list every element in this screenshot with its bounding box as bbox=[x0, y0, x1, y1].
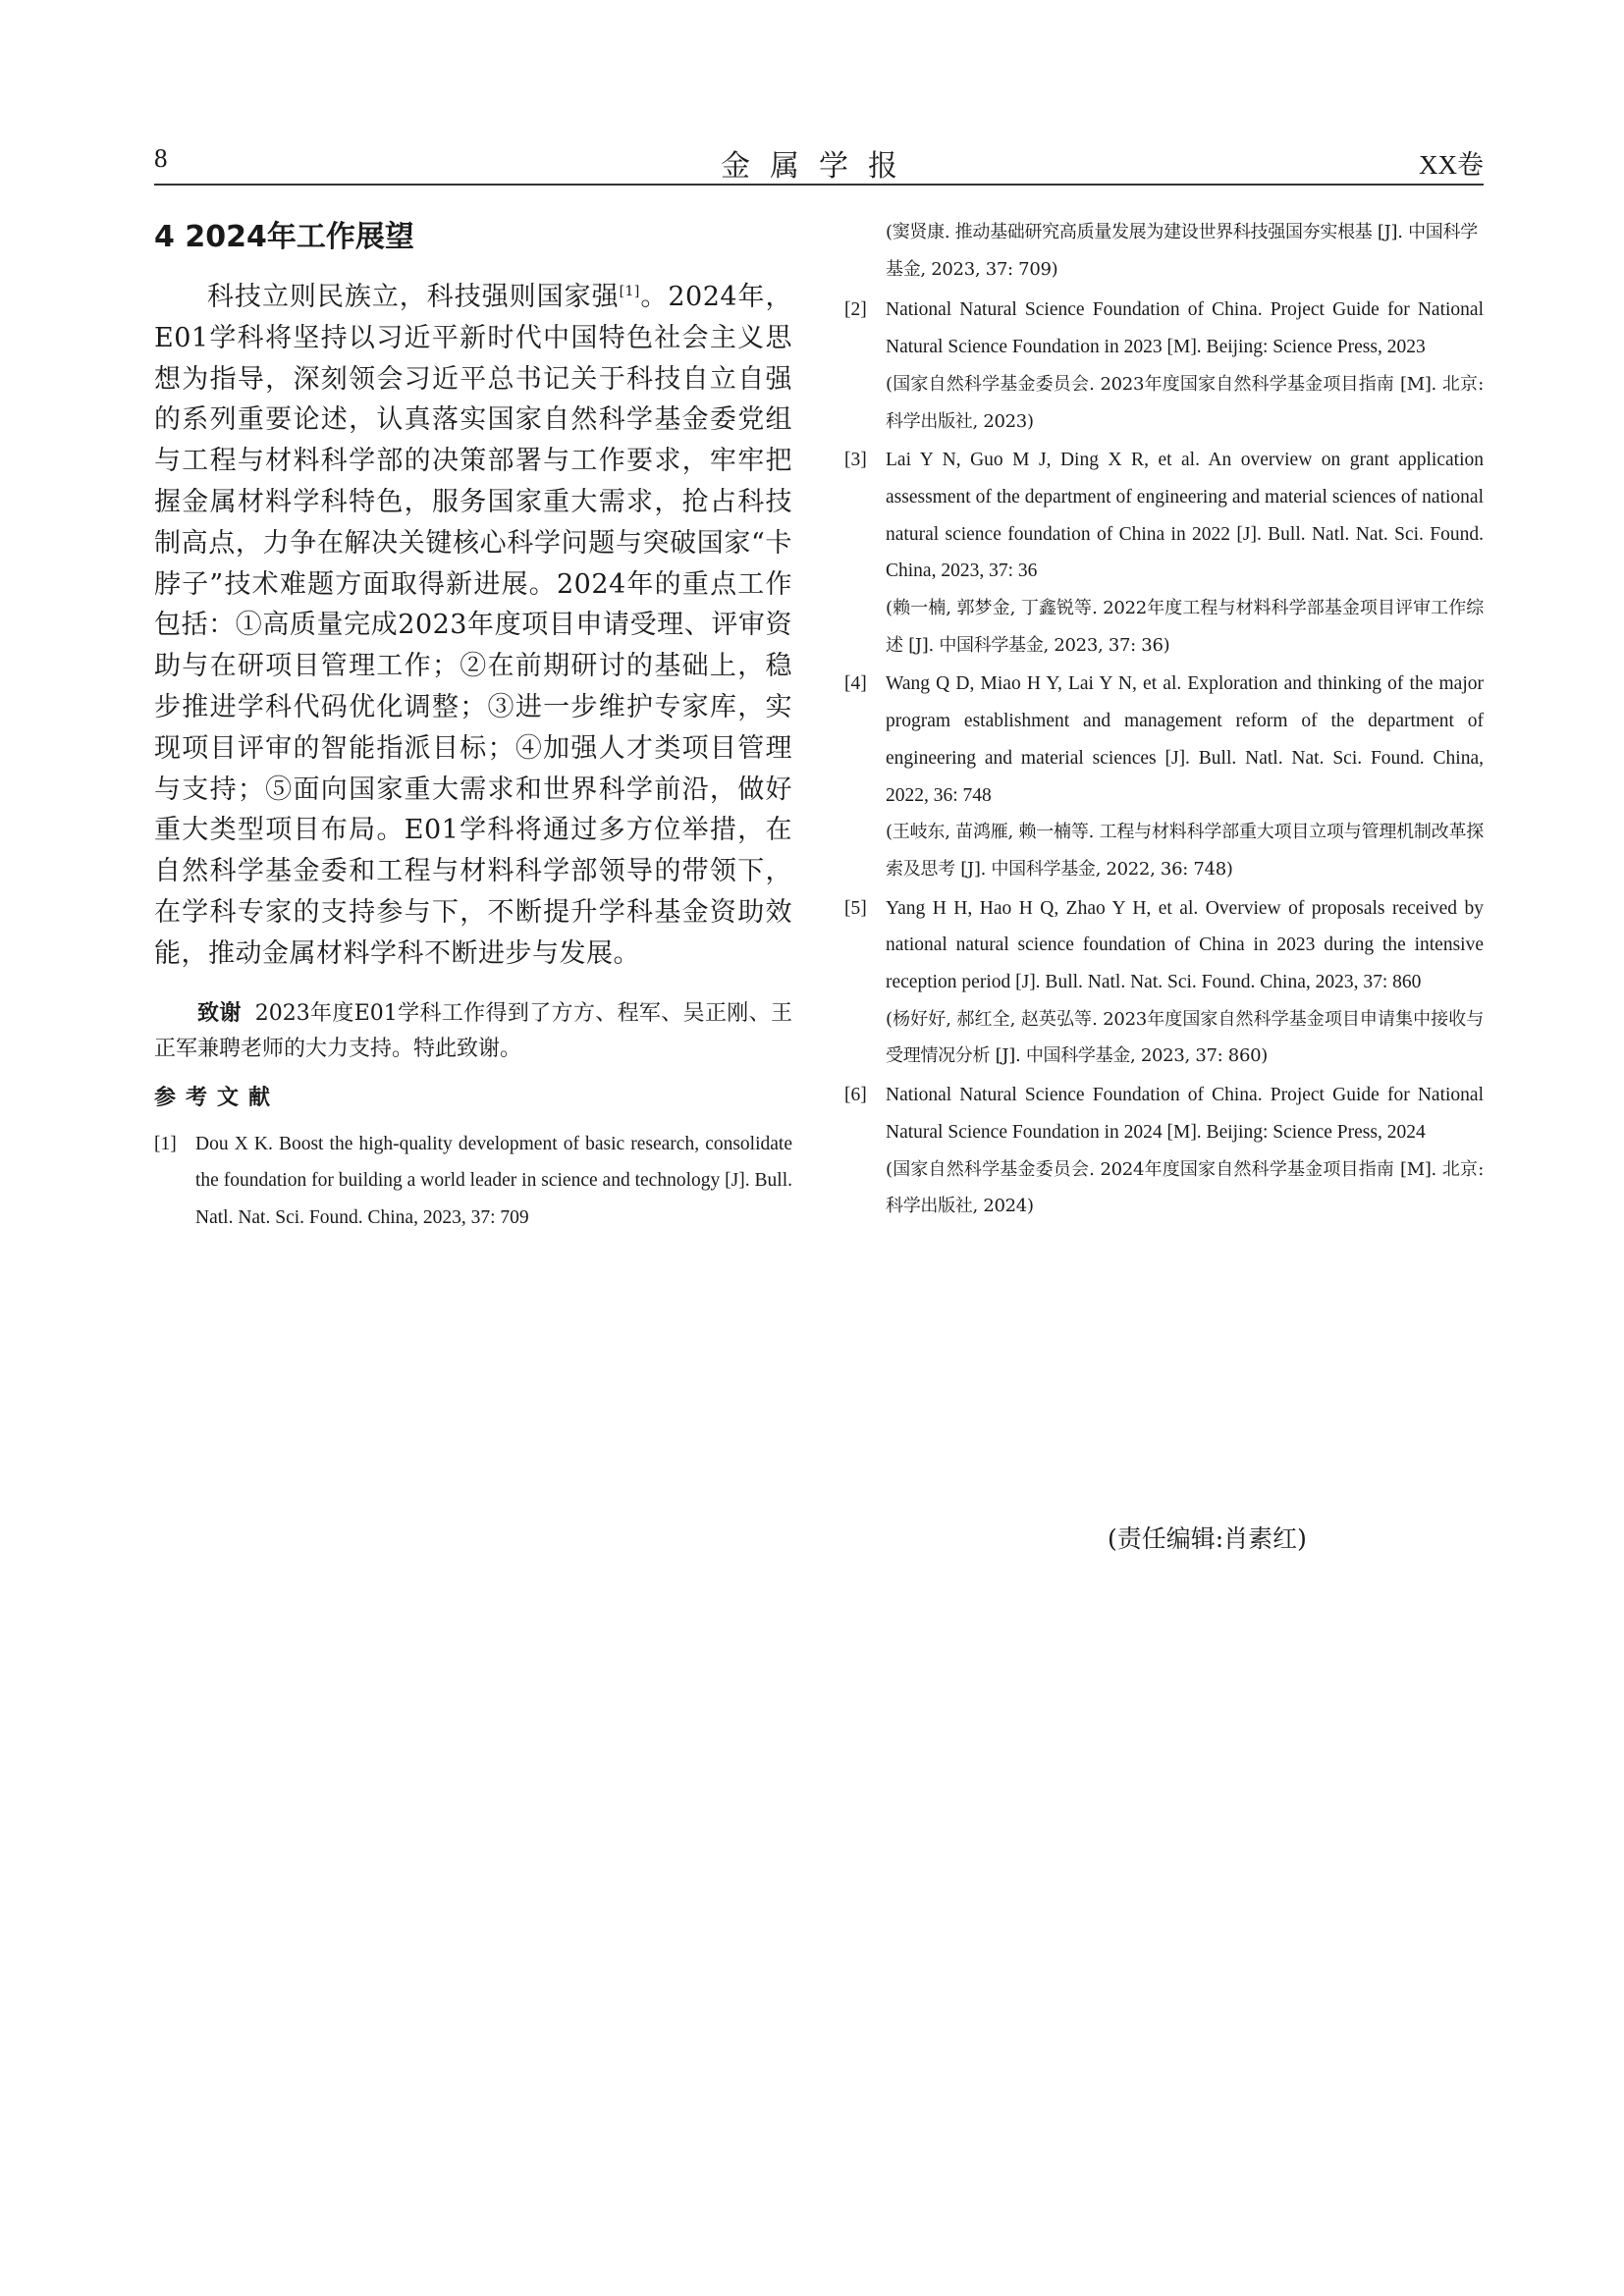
reference-item bbox=[844, 890, 1484, 1076]
acknowledgement-text: 2023年度E01学科工作得到了方方、程军、吴正刚、王正军兼聘老师的大力支持。特此致谢。 bbox=[154, 1000, 792, 1061]
reference-en: National Natural Science Foundation of China. Project Guide for National Natural Science Foundation in 2024 [M]. Beijing: Science Press, 2024 bbox=[886, 1085, 1484, 1143]
reference-number: [3] bbox=[844, 450, 867, 471]
reference-number: [2] bbox=[844, 299, 867, 321]
reference-list-left bbox=[154, 1126, 792, 1237]
reference-en: Lai Y N, Guo M J, Ding X R, et al. An overview on grant application assessment of the department of engineering and material sciences of national natural science foundation of China in 2022 [J]. Bull. Natl. Nat. Sci. Found. China, 2023, 37: 36 bbox=[886, 450, 1484, 582]
section-title: 4 2024年工作展望 bbox=[154, 220, 414, 254]
reference-continuation: (窦贤康. 推动基础研究高质量发展为建设世界科技强国夯实根基 [J]. 中国科学基金, 2023, 37: 709) bbox=[886, 222, 1478, 280]
reference-cn: (国家自然科学基金委员会. 2024年度国家自然科学基金项目指南 [M]. 北京: 科学出版社, 2024) bbox=[886, 1158, 1484, 1217]
acknowledgement-label: 致谢 bbox=[197, 1000, 242, 1026]
reference-number: [1] bbox=[154, 1133, 177, 1154]
body-text-part1: 科技立则民族立，科技强则国家强 bbox=[207, 282, 620, 312]
reference-en: Dou X K. Boost the high-quality development of basic research, consolidate the foundation for building a world leader in science and technology [J]. Bull. Natl. Nat. Sci. Found. China, 2023, 37: 709 bbox=[195, 1133, 792, 1228]
reference-item bbox=[154, 1126, 792, 1237]
header-rule bbox=[154, 184, 1484, 186]
reference-cn: (王岐东, 苗鸿雁, 赖一楠等. 工程与材料科学部重大项目立项与管理机制改革探索及思考 [J]. 中国科学基金, 2022, 36: 748) bbox=[886, 822, 1484, 880]
page-header bbox=[154, 137, 1484, 184]
journal-title: 金属学报 bbox=[721, 149, 917, 184]
responsible-editor: (责任编辑:肖素红) bbox=[1108, 1524, 1307, 1553]
reference-list-right bbox=[844, 292, 1484, 1225]
reference-item bbox=[844, 666, 1484, 887]
citation-mark[interactable]: [1] bbox=[619, 284, 640, 299]
body-text-part2: 。2024年，E01学科将坚持以习近平新时代中国特色社会主义思想为指导，深刻领会习近平总书记关于科技自立自强的系列重要论述，认真落实国家自然科学基金委党组与工程与材料科学部的决策部署与工作要求，牢牢把握金属材料学科特色，服务国家重大需求，抢占科技制高点，力争在解决关键核心科学问题与突破国家“卡脖子”技术难题方面取得新进展。2024年的重点工作包括：①高质量完成2023年度项目申请受理、评审资助与在研项目管理工作；②在前期研讨的基础上，稳步推进学科代码优化调整；③进一步维护专家库，实现项目评审的智能指派目标；④加强人才类项目管理与支持；⑤面向国家重大需求和世界科学前沿，做好重大类型项目布局。E01学科将通过多方位举措，在自然科学基金委和工程与材料科学部领导的带领下，在学科专家的支持参与下，不断提升学科基金资助效能，推动金属材料学科不断进步与发展。 bbox=[154, 282, 793, 969]
reference-cn: (国家自然科学基金委员会. 2023年度国家自然科学基金项目指南 [M]. 北京: 科学出版社, 2023) bbox=[886, 373, 1484, 432]
reference-item bbox=[844, 1077, 1484, 1225]
reference-en: Yang H H, Hao H Q, Zhao Y H, et al. Overview of proposals received by national natural science foundation of China in 2023 during the intensive reception period [J]. Bull. Natl. Nat. Sci. Found. China, 2023, 37: 860 bbox=[886, 897, 1484, 993]
reference-number: [5] bbox=[844, 897, 867, 919]
reference-item bbox=[844, 292, 1484, 440]
left-column bbox=[154, 216, 792, 1239]
reference-en: National Natural Science Foundation of China. Project Guide for National Natural Science Foundation in 2023 [M]. Beijing: Science Press, 2023 bbox=[886, 299, 1484, 358]
reference-item bbox=[844, 442, 1484, 664]
reference-number: [6] bbox=[844, 1085, 867, 1106]
volume-label: XX卷 bbox=[1419, 150, 1484, 180]
acknowledgement bbox=[154, 996, 792, 1067]
right-column bbox=[844, 214, 1484, 1227]
reference-en: Wang Q D, Miao H Y, Lai Y N, et al. Exploration and thinking of the major program establishment and management reform of the department of engineering and material sciences [J]. Bull. Natl. Nat. Sci. Found. China, 2022, 36: 748 bbox=[886, 673, 1484, 806]
references-title: 参考文献 bbox=[154, 1085, 281, 1110]
reference-cn: (杨好好, 郝红全, 赵英弘等. 2023年度国家自然科学基金项目申请集中接收与受理情况分析 [J]. 中国科学基金, 2023, 37: 860) bbox=[886, 1008, 1484, 1067]
reference-cn: (赖一楠, 郭梦金, 丁鑫锐等. 2022年度工程与材料科学部基金项目评审工作综述 [J]. 中国科学基金, 2023, 37: 36) bbox=[886, 598, 1484, 656]
section-body bbox=[154, 277, 792, 975]
reference-number: [4] bbox=[844, 673, 867, 695]
page-number: 8 bbox=[154, 143, 168, 173]
